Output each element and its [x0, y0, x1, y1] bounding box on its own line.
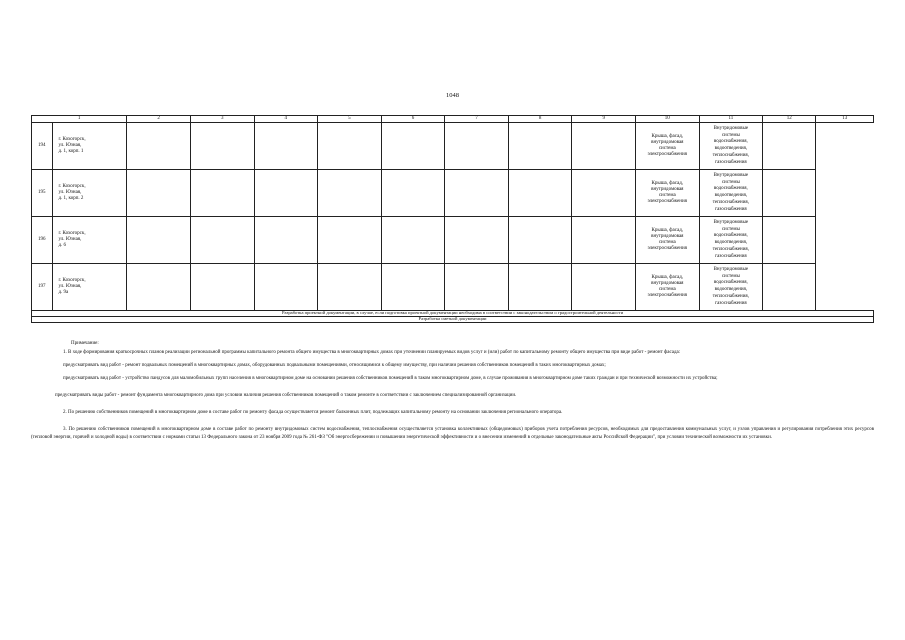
empty-cell: [318, 123, 382, 170]
empty-cell: [763, 170, 816, 217]
page-number: 1048: [446, 92, 459, 99]
empty-cell: [254, 170, 318, 217]
work-type-line: Крыша, фасад,: [651, 227, 684, 233]
empty-cell: [127, 264, 191, 311]
row-number: 195: [32, 170, 53, 217]
repair-schedule-table: [31, 115, 874, 323]
table-row: [32, 170, 874, 217]
systems-line: системы: [721, 132, 740, 138]
systems-line: системы: [721, 273, 740, 279]
work-type-cell: [635, 170, 699, 217]
address-line: ул. Юзная,: [58, 284, 82, 290]
address-line: ул. Юзная,: [58, 190, 82, 196]
work-type-line: Крыша, фасад,: [651, 180, 684, 186]
work-type-line: система: [658, 146, 676, 152]
empty-cell: [254, 123, 318, 170]
systems-line: водоснабжения,: [713, 280, 748, 286]
work-type-line: внутридомовая: [651, 281, 684, 286]
systems-line: газоснабжения: [715, 253, 747, 259]
empty-cell: [445, 170, 509, 217]
systems-line: водоотведения,: [714, 287, 748, 293]
systems-line: водоотведения,: [714, 193, 748, 199]
empty-cell: [763, 217, 816, 264]
address-line: г. Кохогорск,: [58, 136, 86, 142]
empty-cell: [445, 123, 509, 170]
note-1c: предусматривать виды работ - ремонт фундамента многоквартирного дома при условии наличия решения собственников помещений о таком ремонте в соответствии с заключением специализированной организации.: [55, 393, 517, 398]
address-cell: [52, 123, 127, 170]
header-cell: 10: [635, 116, 699, 123]
systems-line: водоснабжения,: [713, 233, 748, 239]
address-line: г. Кохогорск,: [58, 183, 86, 189]
work-type-cell: [635, 264, 699, 311]
table-row: [32, 217, 874, 264]
empty-cell: [318, 217, 382, 264]
work-type-line: внутридомовая: [651, 187, 684, 192]
notes-heading: Примечание:: [71, 341, 99, 346]
empty-cell: [445, 217, 509, 264]
empty-cell: [254, 264, 318, 311]
work-type-cell: [635, 217, 699, 264]
systems-cell: [699, 264, 763, 311]
work-type-line: система: [658, 240, 676, 246]
header-cell: 3: [190, 116, 254, 123]
note-1a: предусматривать вид работ - ремонт подвальных помещений в многоквартирных домах, оборудованных подвальными помещениями, относящимися к общему имуществу, при наличии решения собственников помещений в таких многоквартирных домах;: [63, 363, 606, 368]
empty-cell: [508, 264, 572, 311]
empty-cell: [190, 264, 254, 311]
systems-line: газоснабжения: [715, 206, 747, 212]
empty-cell: [445, 264, 509, 311]
work-type-line: внутридомовая: [651, 140, 684, 145]
work-type-line: электроснабжения: [647, 293, 687, 299]
header-cell: 13: [816, 116, 874, 123]
address-line: г. Кохогорск,: [58, 230, 86, 236]
header-cell: 2: [127, 116, 191, 123]
empty-cell: [572, 123, 636, 170]
empty-cell: [381, 170, 445, 217]
address-line: д. 1, корп. 2: [58, 196, 84, 202]
table-row: [32, 123, 874, 170]
header-row: [32, 116, 874, 123]
address-cell: [52, 264, 127, 311]
empty-cell: [508, 217, 572, 264]
work-type-line: система: [658, 193, 676, 199]
empty-cell: [190, 217, 254, 264]
header-cell: 1: [32, 116, 127, 123]
systems-line: Внутридомовые: [713, 266, 749, 272]
work-type-line: Крыша, фасад,: [651, 274, 684, 280]
header-cell: 4: [254, 116, 318, 123]
header-cell: 7: [445, 116, 509, 123]
systems-line: газоснабжения: [715, 300, 747, 306]
systems-line: системы: [721, 226, 740, 232]
work-type-cell: [635, 123, 699, 170]
systems-line: Внутридомовые: [713, 219, 749, 225]
systems-line: Внутридомовые: [713, 125, 749, 131]
empty-cell: [381, 123, 445, 170]
systems-line: теплоснабжения,: [712, 152, 749, 158]
empty-cell: [254, 217, 318, 264]
empty-cell: [190, 123, 254, 170]
address-line: д. 1, корп. 1: [58, 149, 84, 155]
address-cell: [52, 217, 127, 264]
work-type-line: система: [658, 287, 676, 293]
row-number: 197: [32, 264, 53, 311]
note-3: 3. По решению собственников помещений в многоквартирном доме в составе работ по ремонту внутридомовых систем водоснабжения, теплоснабжения осуществляется установка коллективных (общедомовых) приборов учета потребления ресурсов, необходимых для предоставления коммунальных услуг, и узлов управления и регулирования потребления этих ресурсов (тепловой энергии, горячей и холодной воды) в соответствии с нормами статьи 13 Федерального закона от 23 ноября 2009 года № 261-ФЗ "Об энергосбережении и повышении энергетической эффективности и о внесении изменений в отдельные законодательные акты Российской Федерации", при условии технической возможности их установки.: [31, 427, 874, 440]
systems-line: Внутридомовые: [713, 172, 749, 178]
systems-line: теплоснабжения,: [712, 246, 749, 252]
work-type-line: внутридомовая: [651, 234, 684, 239]
address-line: г. Кохогорск,: [58, 277, 86, 283]
span-row-text: Разработка проектной документации, в случае, если подготовка проектной документации необходима в соответствии с законодательством о градостроительной деятельности: [32, 311, 874, 317]
empty-cell: [763, 123, 816, 170]
empty-cell: [572, 264, 636, 311]
header-cell: 6: [381, 116, 445, 123]
empty-cell: [508, 123, 572, 170]
note-1b: предусматривать вид работ - устройство пандусов для маломобильных групп населения в многоквартирном доме на основании решения собственников помещений в таком многоквартирном доме, в случае проживания в многоквартирном доме таких граждан и при технической возможности их устройства;: [63, 376, 718, 381]
empty-cell: [318, 264, 382, 311]
row-number: 196: [32, 217, 53, 264]
empty-cell: [763, 264, 816, 311]
empty-cell: [572, 170, 636, 217]
address-line: ул. Юзная,: [58, 143, 82, 149]
work-type-line: электроснабжения: [647, 246, 687, 252]
header-cell: 5: [318, 116, 382, 123]
header-cell: 12: [763, 116, 816, 123]
row-number: 194: [32, 123, 53, 170]
empty-cell: [127, 170, 191, 217]
empty-cell: [318, 170, 382, 217]
address-cell: [52, 170, 127, 217]
empty-cell: [127, 217, 191, 264]
address-line: ул. Юзная,: [58, 237, 82, 243]
systems-line: теплоснабжения,: [712, 293, 749, 299]
empty-cell: [190, 170, 254, 217]
systems-line: водоотведения,: [714, 146, 748, 152]
empty-cell: [381, 264, 445, 311]
work-type-line: электроснабжения: [647, 199, 687, 205]
span-row: [32, 317, 874, 323]
header-cell: 8: [508, 116, 572, 123]
header-cell: 9: [572, 116, 636, 123]
systems-cell: [699, 123, 763, 170]
empty-cell: [127, 123, 191, 170]
systems-line: водоотведения,: [714, 240, 748, 246]
header-cell: 11: [699, 116, 763, 123]
address-line: д. 9а: [58, 290, 69, 296]
address-line: д. 6: [58, 243, 67, 249]
notes-section: [31, 340, 874, 442]
work-type-line: электроснабжения: [647, 152, 687, 158]
empty-cell: [508, 170, 572, 217]
empty-cell: [381, 217, 445, 264]
note-2: 2. По решению собственников помещений в многоквартирном доме в составе работ по ремонту фасада осуществляется ремонт балконных плит, подлежащих капитальному ремонту на основании заключения регионального оператора.: [63, 410, 563, 415]
note-1: 1. В ходе формирования краткосрочных планов реализации региональной программы капитального ремонта общего имущества в многоквартирных домах при уточнении планируемых видов услуг и (или) работ по капитальному ремонту общего имущества при виде работ - ремонт фасада:: [63, 350, 681, 355]
systems-line: системы: [721, 179, 740, 185]
systems-cell: [699, 217, 763, 264]
table-row: [32, 264, 874, 311]
systems-line: водоснабжения,: [713, 186, 748, 192]
empty-cell: [572, 217, 636, 264]
systems-line: водоснабжения,: [713, 139, 748, 145]
systems-line: теплоснабжения,: [712, 199, 749, 205]
span-row-text: Разработка сметной документации: [32, 317, 874, 323]
work-type-line: Крыша, фасад,: [651, 133, 684, 139]
systems-line: газоснабжения: [715, 159, 747, 165]
systems-cell: [699, 170, 763, 217]
